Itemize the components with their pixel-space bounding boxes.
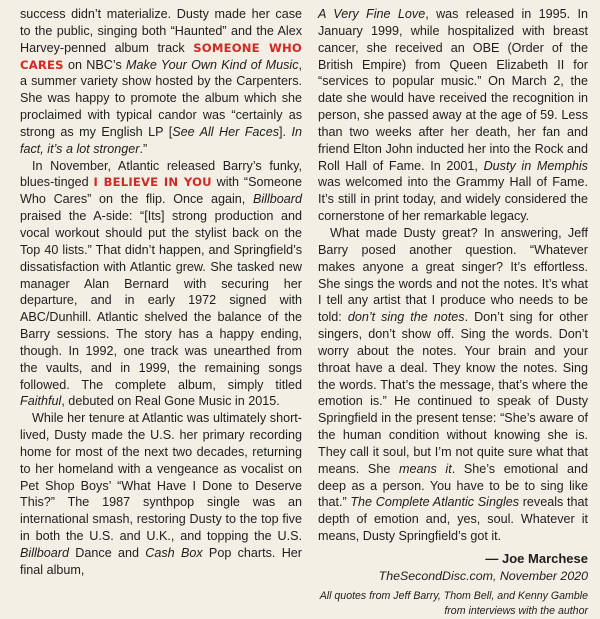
album-title: A Very Fine Love — [318, 7, 426, 21]
album-title: Faithful — [20, 394, 62, 409]
magazine-title: Cash Box — [145, 546, 203, 560]
text-run: While her tenure at Atlantic was ultimately short-lived, Dusty made the U.S. her primary recording home for most of the next two decades, returning to her homeland with a vengeance as vocalist on Pet Shop Boys’ “What Have I Done to Deserve This?” The 1987 synthpop single was an international smash, restoring Dusty to the top five in both the U.S. and U.K., and topping the U.S. — [20, 411, 302, 544]
text-run: . She’s emotional and deep as a person. You have to be to sing like that.” — [318, 461, 588, 510]
song-title-highlight: SOMEONE WHO CARES — [20, 40, 302, 72]
text-run: .” — [139, 141, 148, 156]
text-run: with “Someone Who Cares” on the flip. Once again, — [20, 175, 302, 207]
album-title: See All Her Faces — [172, 124, 280, 139]
right-column — [318, 6, 588, 619]
magazine-title: Billboard — [252, 192, 302, 207]
text-run: , a summer variety show hosted by the Carpenters. She was happy to promote the album which she proclaimed with typical candor was “certainly as strong as my English LP [ — [20, 57, 302, 139]
text-run: reveals that depth of emotion and, yes, soul. Whatever it means, Dusty Springfield’s got it. — [318, 495, 588, 544]
quote-credits: All quotes from Jeff Barry, Thom Bell, and Kenny Gamble from interviews with the author — [319, 589, 588, 617]
paragraph — [20, 158, 302, 411]
text-run: , debuted on Real Gone Music in 2015. — [61, 394, 280, 409]
paragraph — [20, 410, 302, 578]
album-title: Dusty in Memphis — [483, 158, 588, 173]
paragraph — [20, 6, 302, 158]
album-title: The Complete Atlantic Singles — [350, 495, 520, 510]
magazine-title: Billboard — [20, 546, 70, 560]
dateline: TheSecondDisc.com, November 2020 — [378, 568, 588, 583]
text-run: on NBC’s — [63, 57, 127, 72]
text-run: Pop charts. Her final album, — [20, 546, 302, 577]
text-run: In November, Atlantic released Barry’s funky, blues-tinged — [20, 158, 302, 190]
text-run: ]. — [279, 124, 292, 139]
text-run: was welcomed into the Grammy Hall of Fame. It’s still in print today, and widely considered the cornerstone of her remarkable legacy. — [318, 175, 588, 224]
text-run: praised the A-side: “[Its] strong production and vocal workout should put the stylist back on the Top 40 lists.” That didn’t happen, and Springfield’s dissatisfaction with Atlantic grew. She tasked new manager Alan Bernard with securing her departure, and in early 1972 signed with ABC/Dunhill. Atlantic shelved the balance of the Barry sessions. The story has a happy ending, though. In 1992, one track was unearthed from the vaults, and in 1999, the remaining songs followed. The complete album, simply titled — [20, 209, 302, 392]
song-title-highlight: I BELIEVE IN YOU — [93, 175, 212, 190]
text-run: , was released in 1995. In January 1999, while hospitalized with breast cancer, she received an OBE (Order of the British Empire) from Queen Elizabeth II for “services to popular music.” On March 2, the date she would have received the recognition in person, she passed away at the age of 59. Less than two weeks after her death, her fan and friend Elton John inducted her into the Rock and Roll Hall of Fame. In 2001, — [318, 7, 588, 173]
emphasis: In fact, it’s a lot stronger — [20, 124, 302, 156]
text-run: . Don’t sing for other singers, don’t show off. Sing the words. Don’t worry about the notes. Your brain and your throat have a deal. They know the notes. Sing the words. That’s the message, that’s where the emotion is.” He continued to speak of Dusty Springfield in the present tense: “She’s aware of the human condition without knowing she is. They call it soul, but I’m not quite sure what that means. She — [318, 310, 588, 476]
paragraph — [318, 225, 588, 545]
emphasis: don’t sing the notes — [347, 310, 465, 325]
text-run: Dance and — [69, 546, 146, 560]
paragraph — [318, 6, 588, 225]
left-column — [20, 6, 302, 579]
text-run: success didn’t materialize. Dusty made her case to the public, singing both “Haunted” and the Alex Harvey-penned album track — [20, 7, 302, 55]
text-run: What made Dusty great? In answering, Jeff Barry posed another question. “Whatever makes anyone a great singer? It’s effortless. She sings the words and not the notes. It’s what I tell any artist that I produce who needs to be told: — [318, 225, 588, 325]
author-signature: — Joe Marchese — [485, 551, 588, 566]
emphasis: means it — [398, 461, 452, 476]
tv-show-title: Make Your Own Kind of Music — [126, 57, 299, 72]
